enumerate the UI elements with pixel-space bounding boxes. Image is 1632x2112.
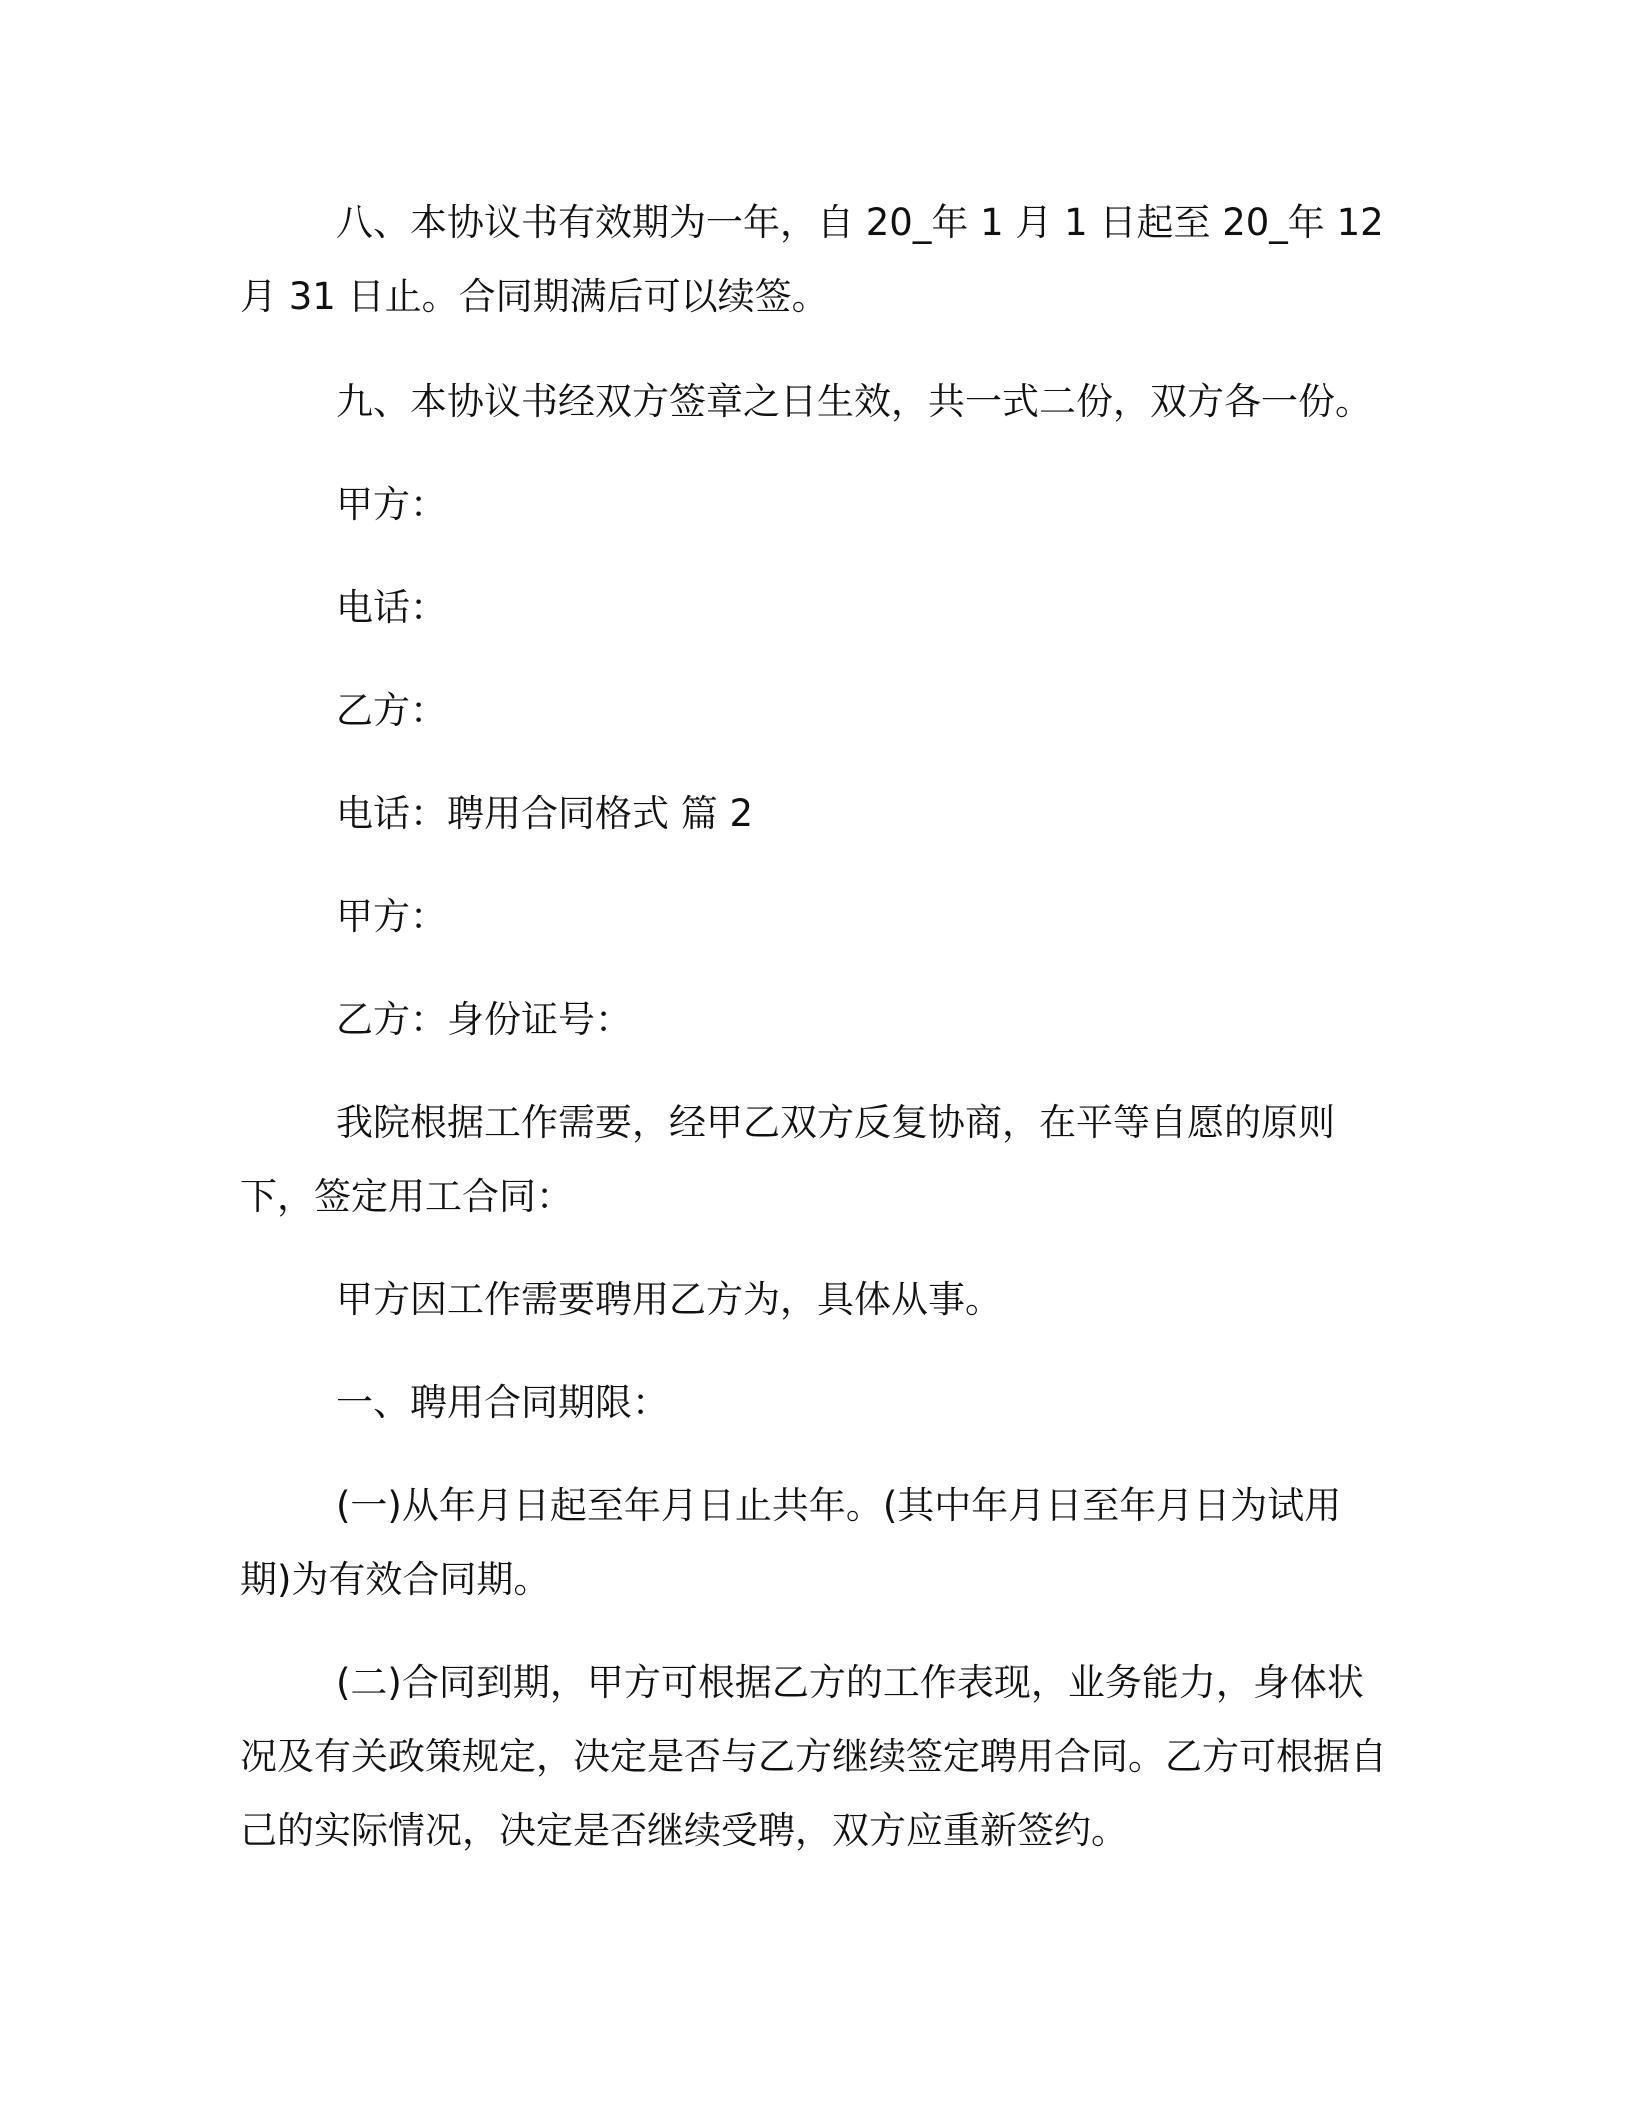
party-a-phone-label: 电话： xyxy=(336,586,447,629)
contract2-party-b-id-label: 乙方：身份证号： xyxy=(336,998,632,1041)
contract2-employment-statement: 甲方因工作需要聘用乙方为，具体从事。 xyxy=(336,1278,1002,1321)
contract2-party-a-label: 甲方： xyxy=(336,895,447,938)
section-one-heading: 一、聘用合同期限： xyxy=(336,1381,669,1424)
party-a-label: 甲方： xyxy=(336,483,447,526)
term-item-one: (一)从年月日起至年月日止共年。(其中年月日至年月日为试用期)为有效合同期。 xyxy=(240,1484,1342,1601)
document-body xyxy=(240,186,1390,1897)
term-item-two: (二)合同到期，甲方可根据乙方的工作表现，业务能力，身体状况及有关政策规定，决定是否与乙方继续签定聘用合同。乙方可根据自己的实际情况，决定是否继续受聘，双方应重新签约。 xyxy=(240,1661,1387,1852)
party-b-phone-and-section-title: 电话：聘用合同格式 篇 2 xyxy=(336,792,754,835)
clause-eight-validity: 八、本协议书有效期为一年，自 20_年 1 月 1 日起至 20_年 12 月 31 日止。合同期满后可以续签。 xyxy=(240,201,1384,318)
contract2-preamble: 我院根据工作需要，经甲乙双方反复协商，在平等自愿的原则下，签定用工合同： xyxy=(240,1101,1335,1218)
party-b-label: 乙方： xyxy=(336,689,447,732)
clause-nine-effect: 九、本协议书经双方签章之日生效，共一式二份，双方各一份。 xyxy=(336,380,1372,423)
